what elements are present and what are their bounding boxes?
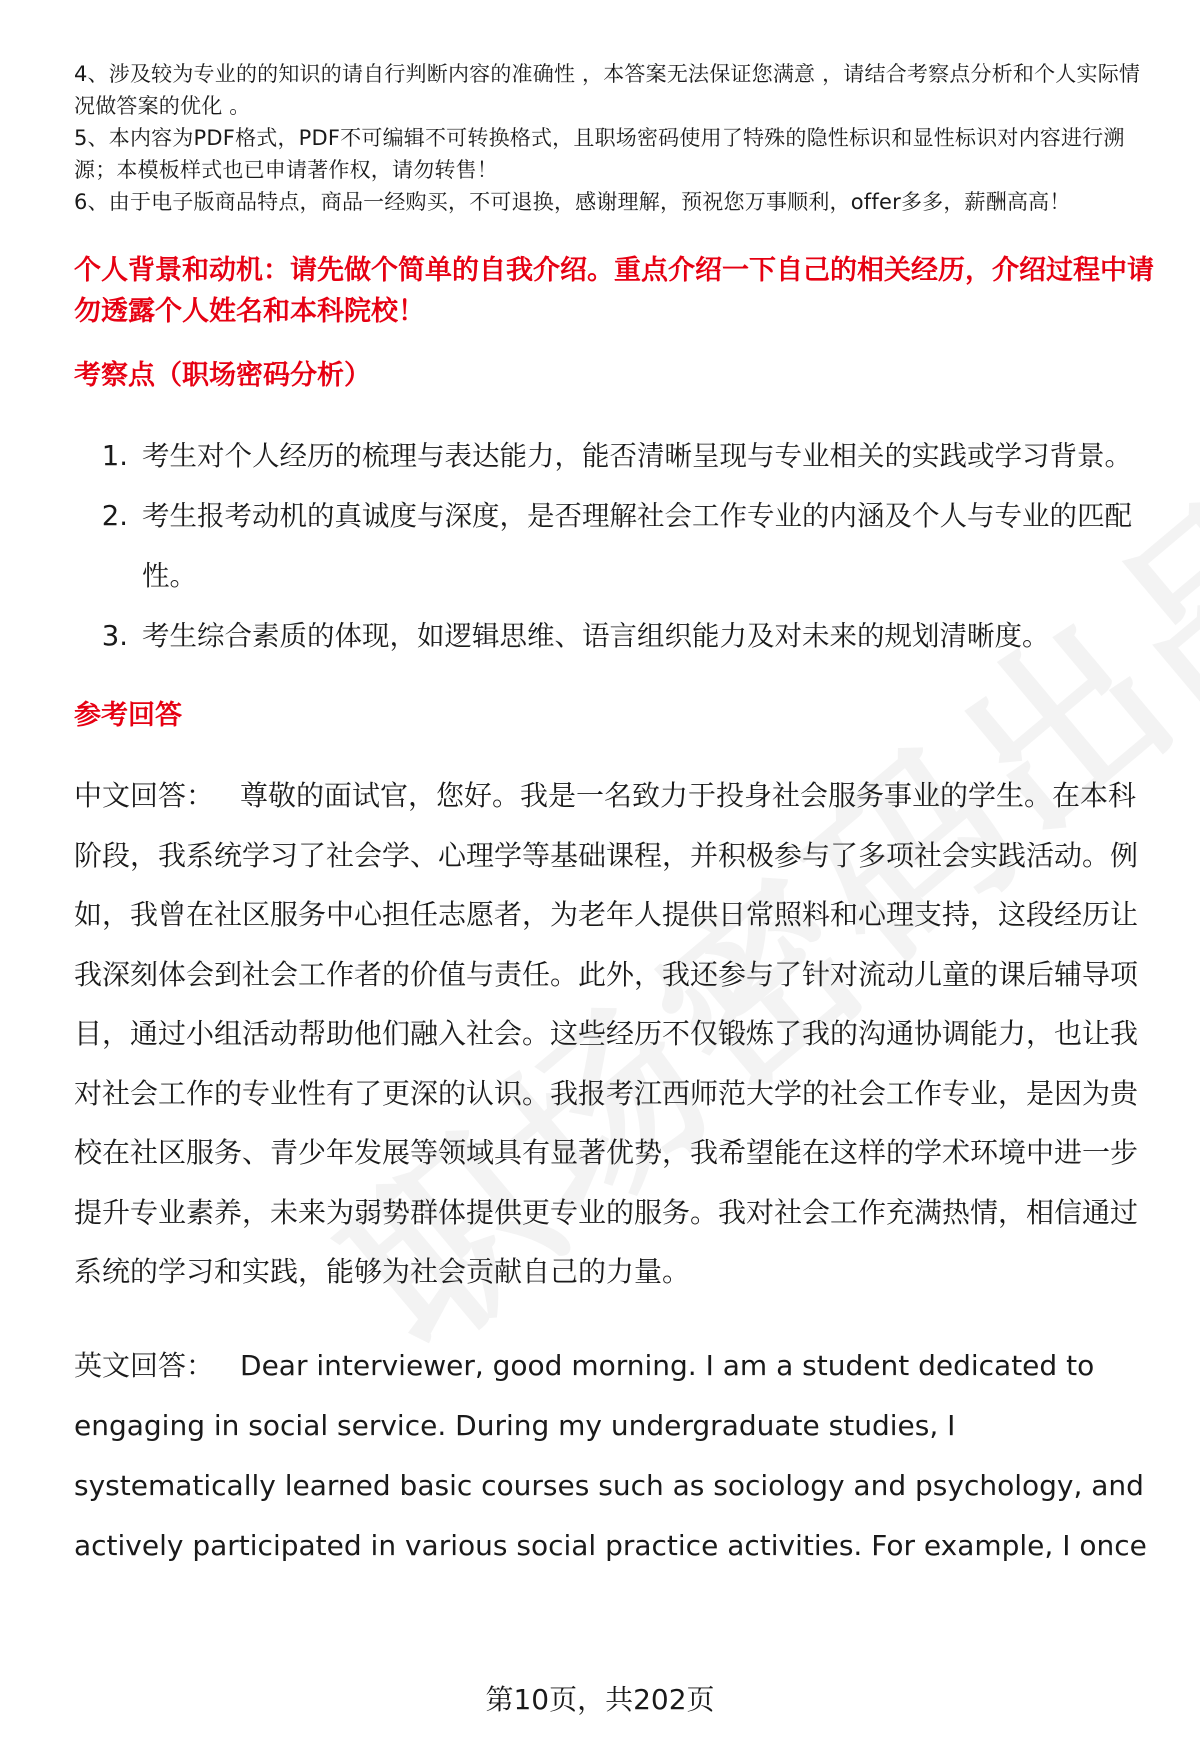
english-answer: [74, 1336, 1154, 1576]
note-item: 4、涉及较为专业的的知识的请自行判断内容的准确性 ，本答案无法保证您满意 ，请结合考察点分析和个人实际情况做答案的优化 。: [74, 62, 1141, 118]
note-item: 6、由于电子版商品特点，商品一经购买，不可退换，感谢理解，预祝您万事顺利，offer多多，薪酬高高！: [74, 190, 1071, 214]
english-answer-label: 英文回答：: [74, 1348, 215, 1382]
point-text: 考生对个人经历的梳理与表达能力，能否清晰呈现与专业相关的实践或学习背景。: [142, 440, 1132, 472]
document-page: [74, 58, 1154, 1576]
point-number: 2.: [101, 500, 128, 532]
point-number: 3.: [101, 620, 128, 652]
analysis-points-list: [74, 426, 1154, 666]
background-question-heading: 个人背景和动机：请先做个简单的自我介绍。重点介绍一下自己的相关经历，介绍过程中请勿透露个人姓名和本科院校！: [74, 255, 1154, 327]
point-text: 考生综合素质的体现，如逻辑思维、语言组织能力及对未来的规划清晰度。: [142, 620, 1050, 652]
chinese-answer-text: 尊敬的面试官，您好。我是一名致力于投身社会服务事业的学生。在本科阶段，我系统学习了社会学、心理学等基础课程，并积极参与了多项社会实践活动。例如，我曾在社区服务中心担任志愿者，为老年人提供日常照料和心理支持，这段经历让我深刻体会到社会工作者的价值与责任。此外，我还参与了针对流动儿童的课后辅导项目，通过小组活动帮助他们融入社会。这些经历不仅锻炼了我的沟通协调能力，也让我对社会工作的专业性有了更深的认识。我报考江西师范大学的社会工作专业，是因为贵校在社区服务、青少年发展等领域具有显著优势，我希望能在这样的学术环境中进一步提升专业素养，未来为弱势群体提供更专业的服务。我对社会工作充满热情，相信通过系统的学习和实践，能够为社会贡献自己的力量。: [74, 779, 1139, 1288]
english-answer-text: Dear interviewer, good morning. I am a student dedicated to engaging in social service. During my undergraduate studies, I systematically learned basic courses such as sociology and psychology, and actively participated in various social practice activities. For example, I once: [74, 1348, 1147, 1562]
point-number: 1.: [101, 440, 128, 472]
chinese-answer-label: 中文回答：: [74, 779, 215, 812]
analysis-point: [74, 486, 1154, 606]
page-footer: 第10页，共202页: [485, 1683, 715, 1716]
chinese-answer: [74, 766, 1154, 1302]
note-item: 5、本内容为PDF格式，PDF不可编辑不可转换格式，且职场密码使用了特殊的隐性标识和显性标识对内容进行溯源；本模板样式也已申请著作权，请勿转售！: [74, 126, 1125, 182]
notes-section: [74, 58, 1154, 218]
analysis-point: [74, 426, 1154, 486]
reference-answer-heading: 参考回答: [74, 700, 182, 731]
analysis-heading: 考察点（职场密码分析）: [74, 360, 371, 391]
analysis-point: [74, 606, 1154, 666]
point-text: 考生报考动机的真诚度与深度，是否理解社会工作专业的内涵及个人与专业的匹配性。: [142, 500, 1132, 592]
